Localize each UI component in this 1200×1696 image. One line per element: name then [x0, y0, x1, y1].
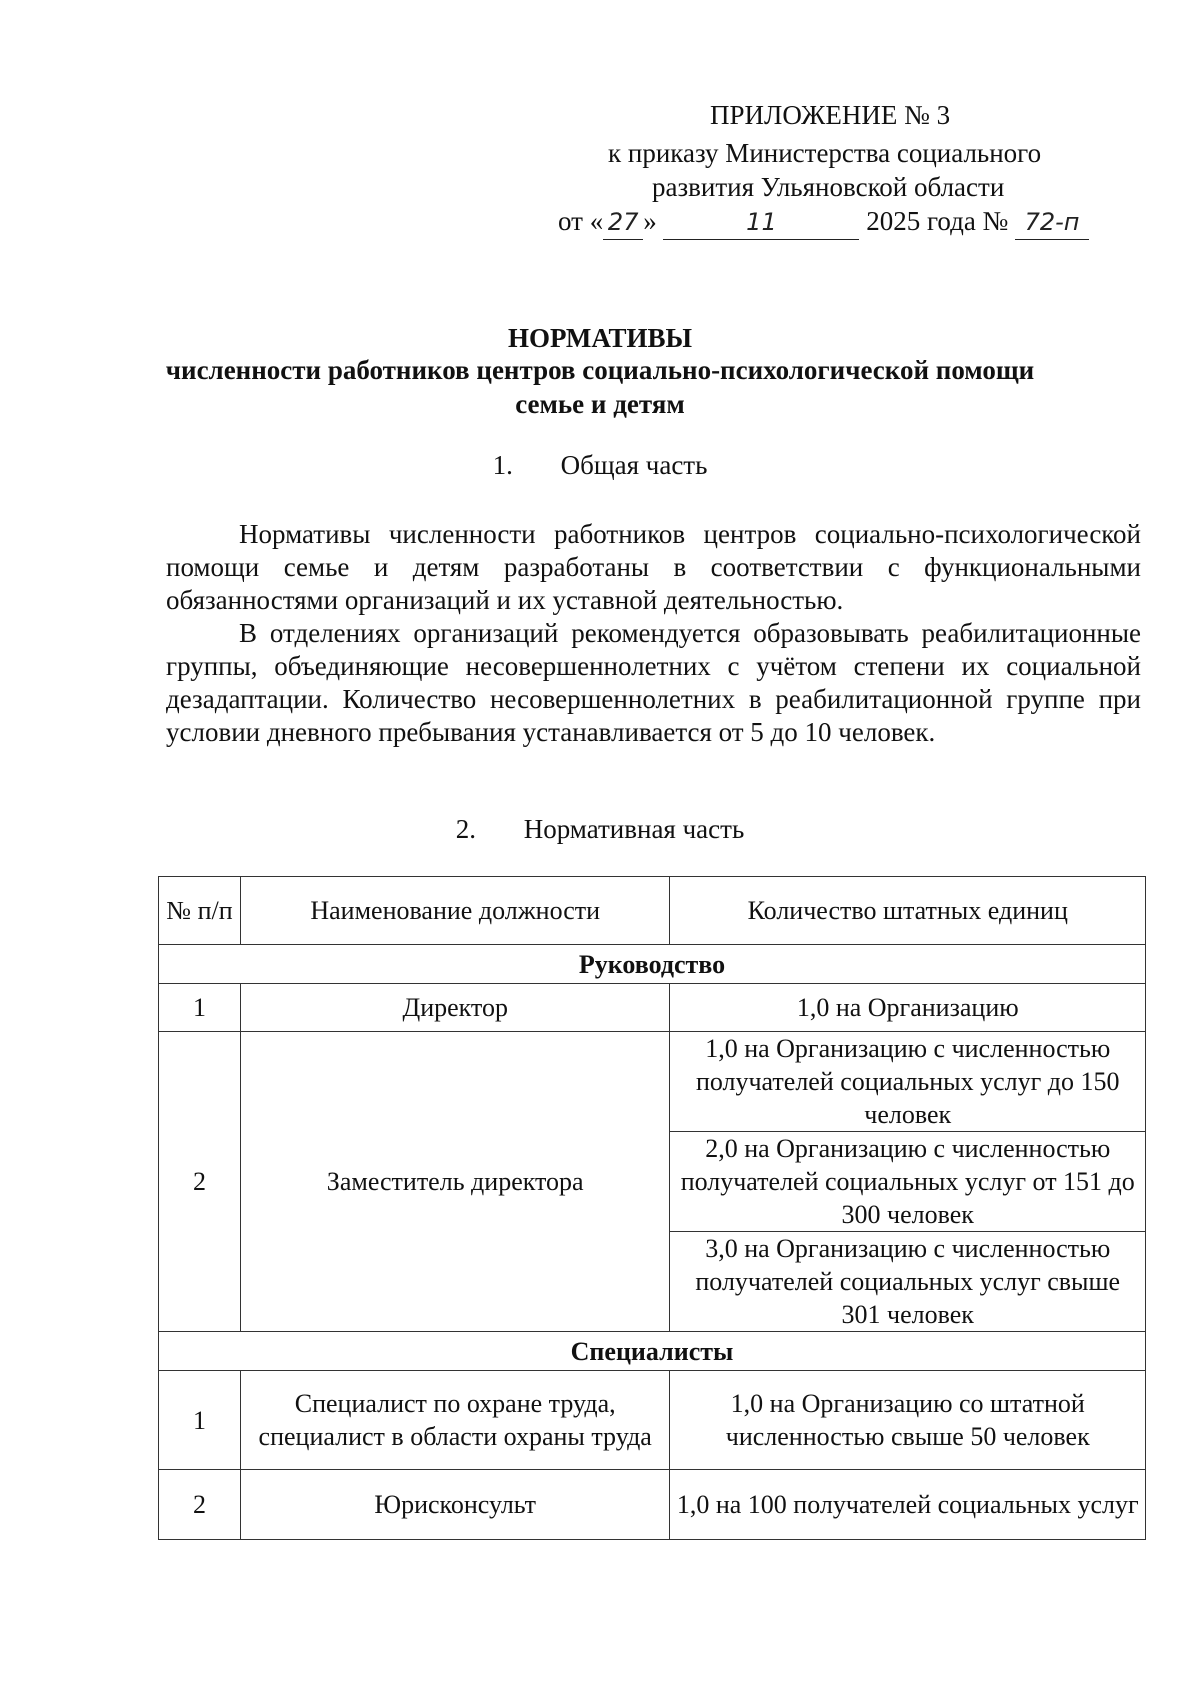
row-num: 1	[159, 1371, 241, 1470]
section-2-title: Нормативная часть	[523, 814, 745, 844]
group-title: Руководство	[159, 945, 1146, 984]
row-position: Специалист по охране труда, специалист в области охраны труда	[240, 1371, 670, 1470]
section-1-title: Общая часть	[560, 450, 708, 480]
row-quantity: 1,0 на Организацию с численностью получателей социальных услуг до 150 человек	[670, 1032, 1146, 1132]
row-quantity: 1,0 на 100 получателей социальных услуг	[670, 1470, 1146, 1540]
day-handwritten: 27	[603, 205, 643, 240]
row-quantity: 1,0 на Организацию со штатной численностью свыше 50 человек	[670, 1371, 1146, 1470]
appendix-title: ПРИЛОЖЕНИЕ № 3	[710, 100, 951, 130]
paragraph-2: В отделениях организаций рекомендуется образовывать реабилитационные группы, объединяющие несовершеннолетних с учётом степени их социальной дезадаптации. Количество несовершеннолетних в реабилитационной группе при условии дневного пребывания устанавливается от 5 до 10 человек.	[166, 618, 1141, 747]
row-num: 2	[159, 1470, 241, 1540]
section-1-text	[166, 518, 1141, 749]
row-position: Директор	[240, 984, 670, 1032]
table-header-row	[159, 877, 1146, 945]
section-1-number: 1.	[492, 450, 513, 480]
document-subtitle-1: численности работников центров социально-психологической помощи	[165, 355, 1035, 385]
appendix-line-2: развития Ульяновской области	[652, 172, 1005, 202]
section-2-number: 2.	[455, 814, 476, 844]
table-row	[159, 984, 1146, 1032]
row-num: 2	[159, 1032, 241, 1332]
row-quantity: 3,0 на Организацию с численностью получателей социальных услуг свыше 301 человек	[670, 1232, 1146, 1332]
header-num: № п/п	[159, 877, 241, 945]
group-title: Специалисты	[159, 1332, 1146, 1371]
header-position: Наименование должности	[240, 877, 670, 945]
group-row-management	[159, 945, 1146, 984]
paragraph-1: Нормативы численности работников центров социально-психологической помощи семье и детям разработаны в соответствии с функциональными обязанностями организаций и их уставной деятельностью.	[166, 519, 1141, 615]
section-1-heading	[0, 448, 1200, 482]
date-mid: »	[643, 206, 657, 236]
date-prefix: от «	[558, 206, 604, 236]
row-position: Юрисконсульт	[240, 1470, 670, 1540]
row-quantity: 2,0 на Организацию с численностью получателей социальных услуг от 151 до 300 человек	[670, 1132, 1146, 1232]
row-quantity: 1,0 на Организацию	[670, 984, 1146, 1032]
month-handwritten: 11	[663, 205, 859, 240]
order-number-handwritten: 72-п	[1015, 205, 1089, 240]
table-row	[159, 1470, 1146, 1540]
row-position: Заместитель директора	[240, 1032, 670, 1332]
year-text: 2025 года №	[866, 206, 1009, 236]
group-row-specialists	[159, 1332, 1146, 1371]
appendix-line-1: к приказу Министерства социального	[608, 138, 1042, 168]
document-subtitle-2: семье и детям	[515, 389, 685, 419]
table-row	[159, 1371, 1146, 1470]
appendix-date-line	[558, 204, 1089, 240]
section-2-heading	[0, 812, 1200, 846]
document-title: НОРМАТИВЫ	[507, 323, 693, 353]
norms-table	[158, 876, 1146, 1540]
table-row	[159, 1032, 1146, 1132]
header-quantity: Количество штатных единиц	[670, 877, 1146, 945]
row-num: 1	[159, 984, 241, 1032]
